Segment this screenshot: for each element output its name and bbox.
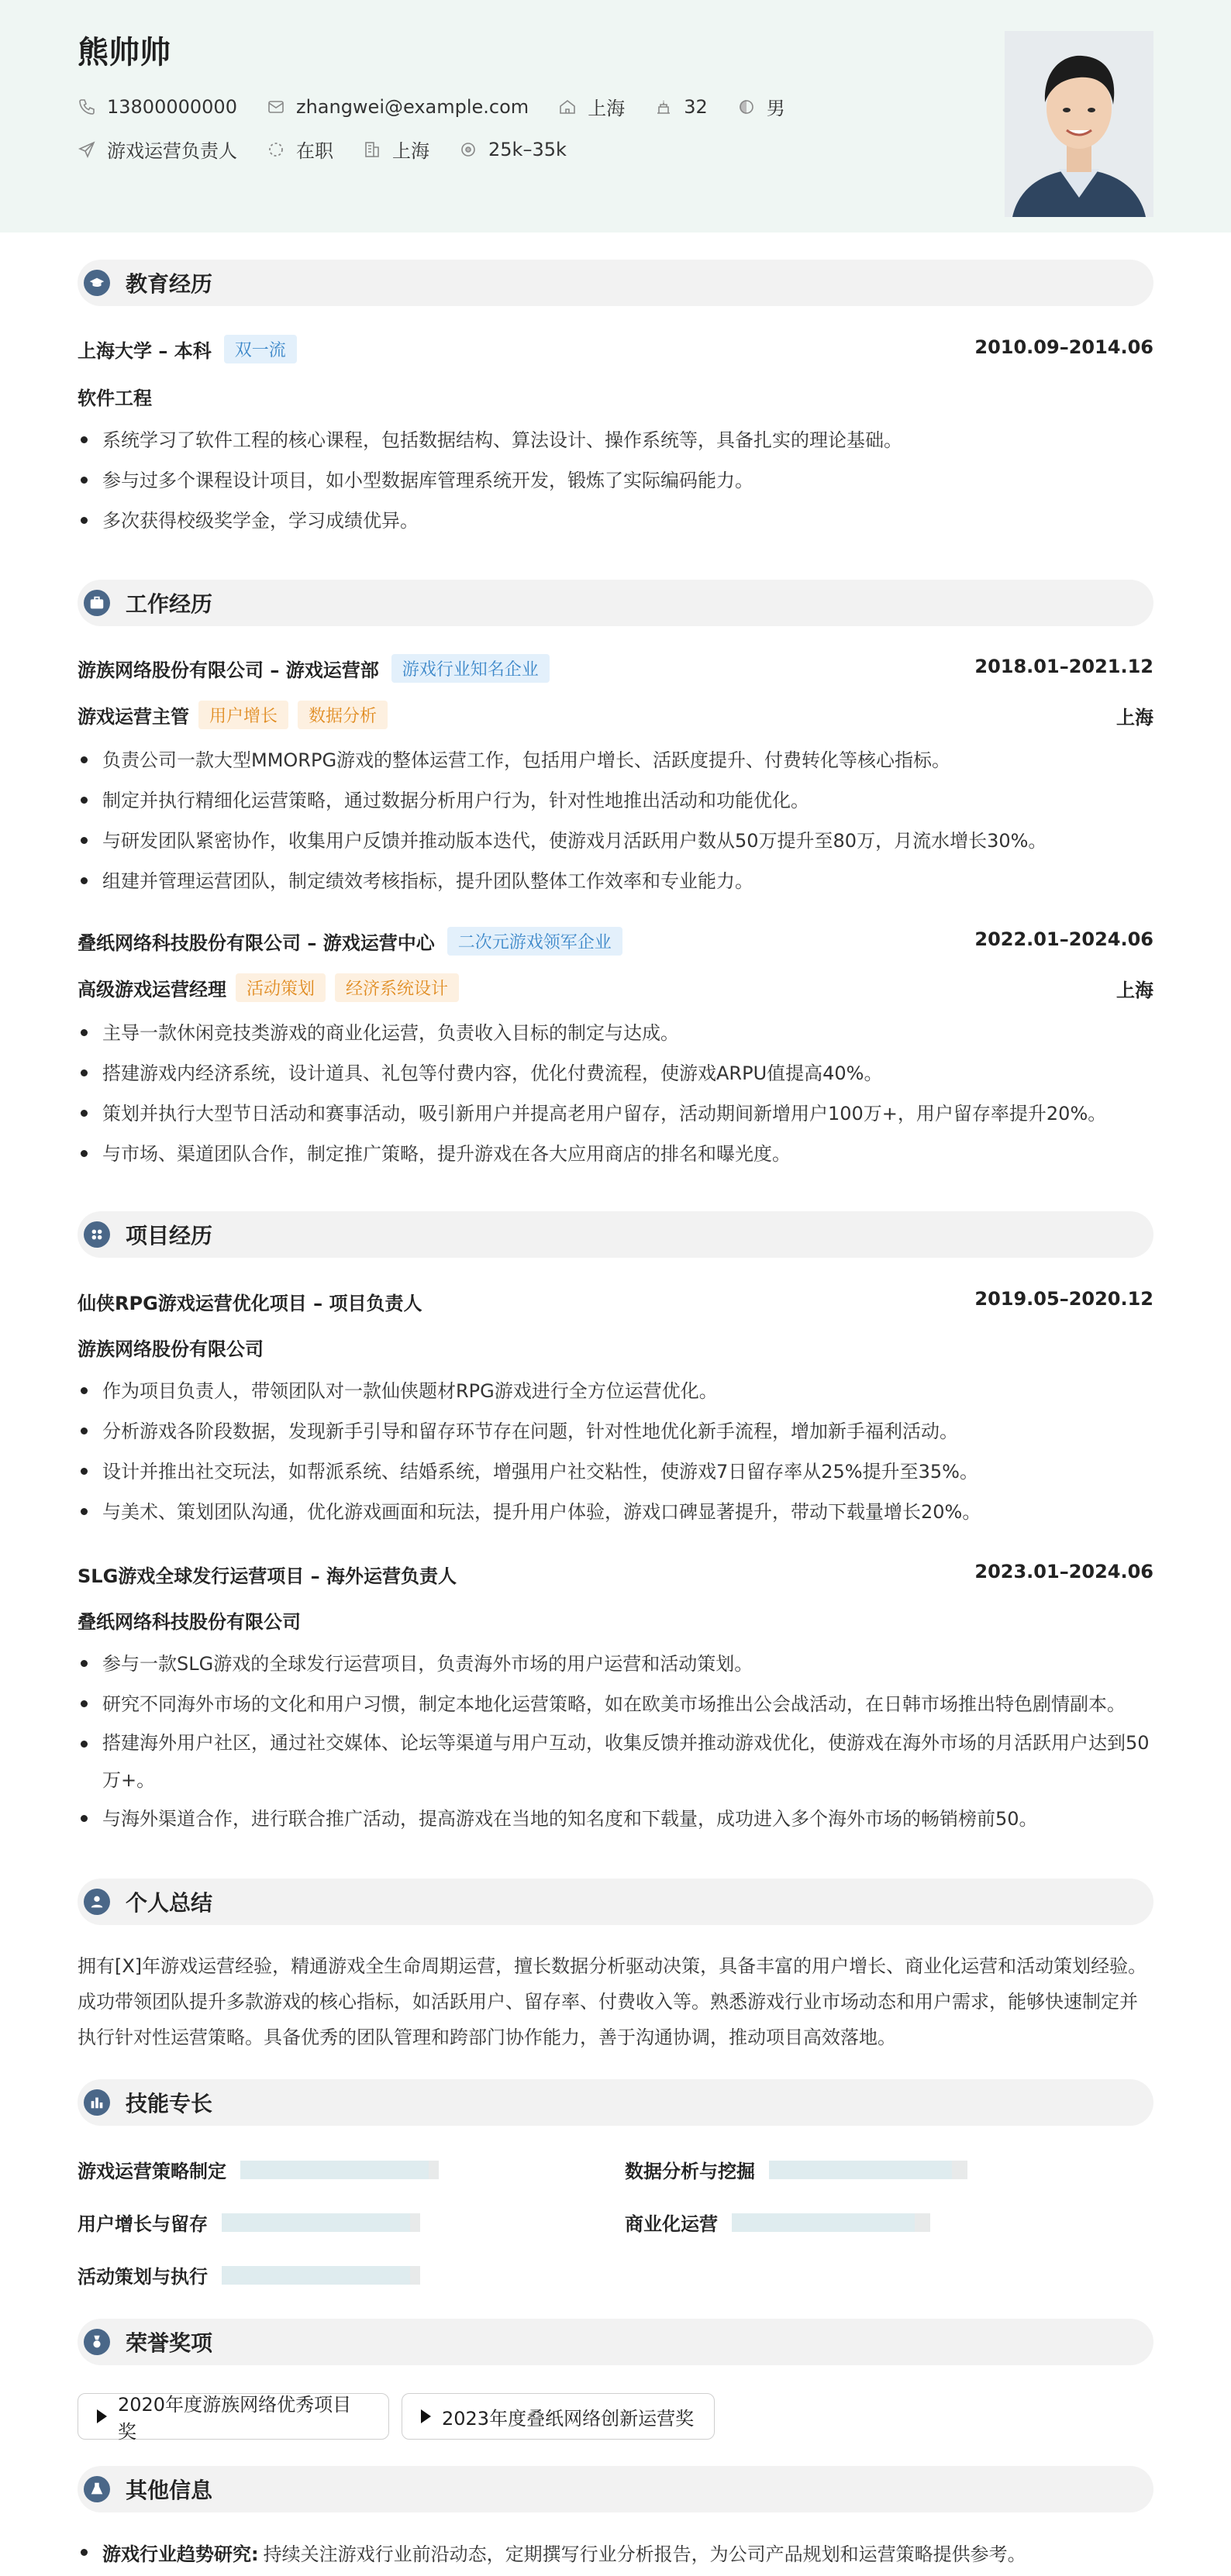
gender-text: 男: [766, 98, 785, 119]
section-work-title: 工作经历: [126, 591, 213, 617]
work-bullets: [78, 740, 1153, 901]
summary-text: 拥有[X]年游戏运营经验，精通游戏全生命周期运营，擅长数据分析驱动决策，具备丰富的用户增长、商业化运营和活动策划经验。成功带领团队提升多款游戏的核心指标，如活跃用户、留存率、付费收入等。熟悉游戏行业市场动态和用户需求，能够快速制定并执行针对性运营策略。具备优秀的团队管理和跨部门协作能力，善于沟通协调，推动项目高效落地。: [78, 1955, 1147, 2048]
work-company-row: [78, 927, 622, 956]
section-summary-title: 个人总结: [126, 1890, 213, 1916]
home-icon: [558, 98, 577, 116]
phone-item: [78, 96, 237, 118]
position-text: 游戏运营负责人: [107, 140, 237, 162]
age-item: [654, 96, 708, 118]
gender-item: [737, 93, 785, 120]
work-company: 游族网络股份有限公司 – 游戏运营部: [78, 659, 379, 681]
project-company: 叠纸网络科技股份有限公司: [78, 1611, 301, 1633]
work-location: 上海: [1116, 980, 1153, 1001]
award-item: [402, 2393, 715, 2440]
mail-icon: [267, 98, 285, 116]
project-company: 游族网络股份有限公司: [78, 1338, 264, 1360]
list-item: 与研发团队紧密协作，收集用户反馈并推动版本迭代，使游戏月活跃用户数从50万提升至80万，月流水增长30%。: [78, 821, 1153, 861]
list-item: 与市场、渠道团队合作，制定推广策略，提升游戏在各大应用商店的排名和曝光度。: [78, 1134, 1153, 1174]
skill-bar: [222, 2213, 420, 2232]
skill-item: [78, 2261, 420, 2288]
user-icon: [84, 1889, 110, 1915]
section-skills-title: 技能专长: [126, 2091, 213, 2116]
list-item: 搭建游戏内经济系统，设计道具、礼包等付费内容，优化付费流程，使游戏ARPU值提高40%。: [78, 1053, 1153, 1093]
medal-icon: [84, 2329, 110, 2355]
education-school-row: [78, 335, 297, 363]
profile-photo: [1005, 31, 1153, 217]
skill-item: [78, 2209, 420, 2236]
send-icon: [78, 140, 96, 159]
work-company: 叠纸网络科技股份有限公司 – 游戏运营中心: [78, 932, 435, 954]
section-education-header: [78, 260, 1153, 306]
list-item: 策划并执行大型节日活动和赛事活动，吸引新用户并提高老用户留存，活动期间新增用户100万+，用户留存率提升20%。: [78, 1093, 1153, 1134]
project-date: 2019.05–2020.12: [974, 1288, 1153, 1310]
graduation-cap-icon: [84, 270, 110, 296]
education-major: 软件工程: [78, 387, 152, 409]
list-item: 参与一款SLG游戏的全球发行运营项目，负责海外市场的用户运营和活动策划。: [78, 1644, 1153, 1684]
work-role-tag: 活动策划: [236, 973, 326, 1002]
skill-item: [625, 2209, 930, 2236]
flask-icon: [84, 2476, 110, 2502]
list-item: 制定并执行精细化运营策略，通过数据分析用户行为，针对性地推出活动和功能优化。: [78, 780, 1153, 821]
section-work-header: [78, 580, 1153, 626]
status-item: [267, 136, 333, 163]
work-role-tag: 用户增长: [198, 701, 288, 729]
work-role-tag: 数据分析: [298, 701, 388, 729]
work-location: 上海: [1116, 707, 1153, 728]
project-date: 2023.01–2024.06: [974, 1561, 1153, 1582]
candidate-name: 熊帅帅: [78, 35, 171, 71]
work-role: 游戏运营主管: [78, 706, 189, 728]
play-icon: [421, 2409, 431, 2423]
play-icon: [97, 2409, 107, 2423]
project-bullets: [78, 1371, 1153, 1532]
gender-icon: [737, 98, 756, 116]
work-company-tag: 二次元游戏领军企业: [447, 927, 622, 956]
skill-bar: [769, 2161, 967, 2179]
list-item: 与美术、策划团队沟通，优化游戏画面和玩法，提升用户体验，游戏口碑显著提升，带动下载量增长20%。: [78, 1492, 1153, 1532]
award-label: 2023年度叠纸网络创新运营奖: [442, 2407, 695, 2430]
work-bullets: [78, 1013, 1153, 1174]
briefcase-icon: [84, 590, 110, 616]
skill-bar: [240, 2161, 439, 2179]
target-city-item: [363, 136, 429, 163]
section-other-title: 其他信息: [126, 2478, 213, 2503]
grid-icon: [84, 1221, 110, 1248]
section-projects-header: [78, 1211, 1153, 1258]
work-role-row: [78, 973, 459, 1002]
work-role-row: [78, 701, 388, 729]
age-text: 32: [684, 95, 708, 118]
email-item: [267, 96, 529, 118]
skill-bar: [732, 2213, 930, 2232]
work-role-tag: 经济系统设计: [335, 973, 459, 1002]
salary-item: [459, 139, 567, 160]
loading-icon: [267, 140, 285, 159]
list-item: 参与过多个课程设计项目，如小型数据库管理系统开发，锻炼了实际编码能力。: [78, 460, 1153, 501]
contact-row: [78, 93, 815, 120]
project-title: 仙侠RPG游戏运营优化项目 – 项目负责人: [78, 1293, 422, 1314]
other-item: [78, 2539, 1026, 2566]
skill-name: 数据分析与挖掘: [625, 2161, 755, 2182]
skill-name: 活动策划与执行: [78, 2266, 208, 2288]
section-honors-title: 荣誉奖项: [126, 2330, 213, 2356]
education-school: 上海大学 – 本科: [78, 340, 212, 362]
skill-name: 用户增长与留存: [78, 2213, 208, 2235]
work-role: 高级游戏运营经理: [78, 979, 226, 1000]
city-text: 上海: [588, 98, 626, 119]
work-date: 2022.01–2024.06: [974, 928, 1153, 950]
list-item: 研究不同海外市场的文化和用户习惯，制定本地化运营策略，如在欧美市场推出公会战活动，在日韩市场推出特色剧情副本。: [78, 1684, 1153, 1724]
phone-text[interactable]: 13800000000: [107, 95, 237, 118]
resume-header: [0, 0, 1231, 232]
section-projects-title: 项目经历: [126, 1223, 213, 1248]
section-skills-header: [78, 2079, 1153, 2126]
education-tag: 双一流: [224, 335, 297, 363]
cake-icon: [654, 98, 673, 116]
salary-text: 25k–35k: [488, 138, 567, 160]
bullet-dot: [81, 2549, 88, 2556]
status-text: 在职: [296, 140, 333, 162]
other-label: 游戏行业趋势研究:: [102, 2543, 259, 2565]
list-item: 分析游戏各阶段数据，发现新手引导和留存环节存在问题，针对性地优化新手流程，增加新手福利活动。: [78, 1411, 1153, 1452]
skill-item: [78, 2156, 439, 2183]
toolbox-icon: [84, 2089, 110, 2116]
work-company-tag: 游戏行业知名企业: [391, 654, 550, 683]
skill-bar: [222, 2266, 420, 2285]
work-company-row: [78, 654, 550, 683]
coin-icon: [459, 140, 478, 159]
list-item: 设计并推出社交玩法，如帮派系统、结婚系统，增强用户社交粘性，使游戏7日留存率从25%提升至35%。: [78, 1452, 1153, 1492]
list-item: 搭建海外用户社区，通过社交媒体、论坛等渠道与用户互动，收集反馈并推动游戏优化，使游戏在海外市场的月活跃用户达到50万+。: [78, 1724, 1153, 1799]
skill-name: 商业化运营: [625, 2213, 718, 2235]
work-date: 2018.01–2021.12: [974, 656, 1153, 677]
project-bullets: [78, 1644, 1153, 1839]
education-bullets: [78, 420, 1153, 541]
phone-icon: [78, 98, 96, 116]
list-item: 与海外渠道合作，进行联合推广活动，提高游戏在当地的知名度和下载量，成功进入多个海外市场的畅销榜前50。: [78, 1799, 1153, 1839]
list-item: 负责公司一款大型MMORPG游戏的整体运营工作，包括用户增长、活跃度提升、付费转化等核心指标。: [78, 740, 1153, 780]
skill-name: 游戏运营策略制定: [78, 2161, 226, 2182]
section-other-header: [78, 2466, 1153, 2512]
project-title: SLG游戏全球发行运营项目 – 海外运营负责人: [78, 1565, 457, 1587]
section-honors-header: [78, 2319, 1153, 2365]
list-item: 作为项目负责人，带领团队对一款仙侠题材RPG游戏进行全方位运营优化。: [78, 1371, 1153, 1411]
list-item: 多次获得校级奖学金，学习成绩优异。: [78, 501, 1153, 541]
section-education-title: 教育经历: [126, 271, 213, 297]
position-item: [78, 136, 237, 163]
award-label: 2020年度游族网络优秀项目奖: [118, 2394, 352, 2443]
education-date: 2010.09–2014.06: [974, 336, 1153, 358]
city-item: [558, 93, 625, 120]
list-item: 主导一款休闲竞技类游戏的商业化运营，负责收入目标的制定与达成。: [78, 1013, 1153, 1053]
award-item: [78, 2393, 389, 2443]
email-text[interactable]: zhangwei@example.com: [295, 95, 529, 118]
target-city-text: 上海: [392, 140, 429, 162]
job-intent-row: [78, 136, 596, 163]
other-text: 持续关注游戏行业前沿动态，定期撰写行业分析报告，为公司产品规划和运营策略提供参考。: [263, 2543, 1026, 2565]
building-icon: [363, 140, 381, 159]
list-item: 系统学习了软件工程的核心课程，包括数据结构、算法设计、操作系统等，具备扎实的理论基础。: [78, 420, 1153, 460]
section-summary-header: [78, 1879, 1153, 1925]
list-item: 组建并管理运营团队，制定绩效考核指标，提升团队整体工作效率和专业能力。: [78, 861, 1153, 901]
skill-item: [625, 2156, 967, 2183]
